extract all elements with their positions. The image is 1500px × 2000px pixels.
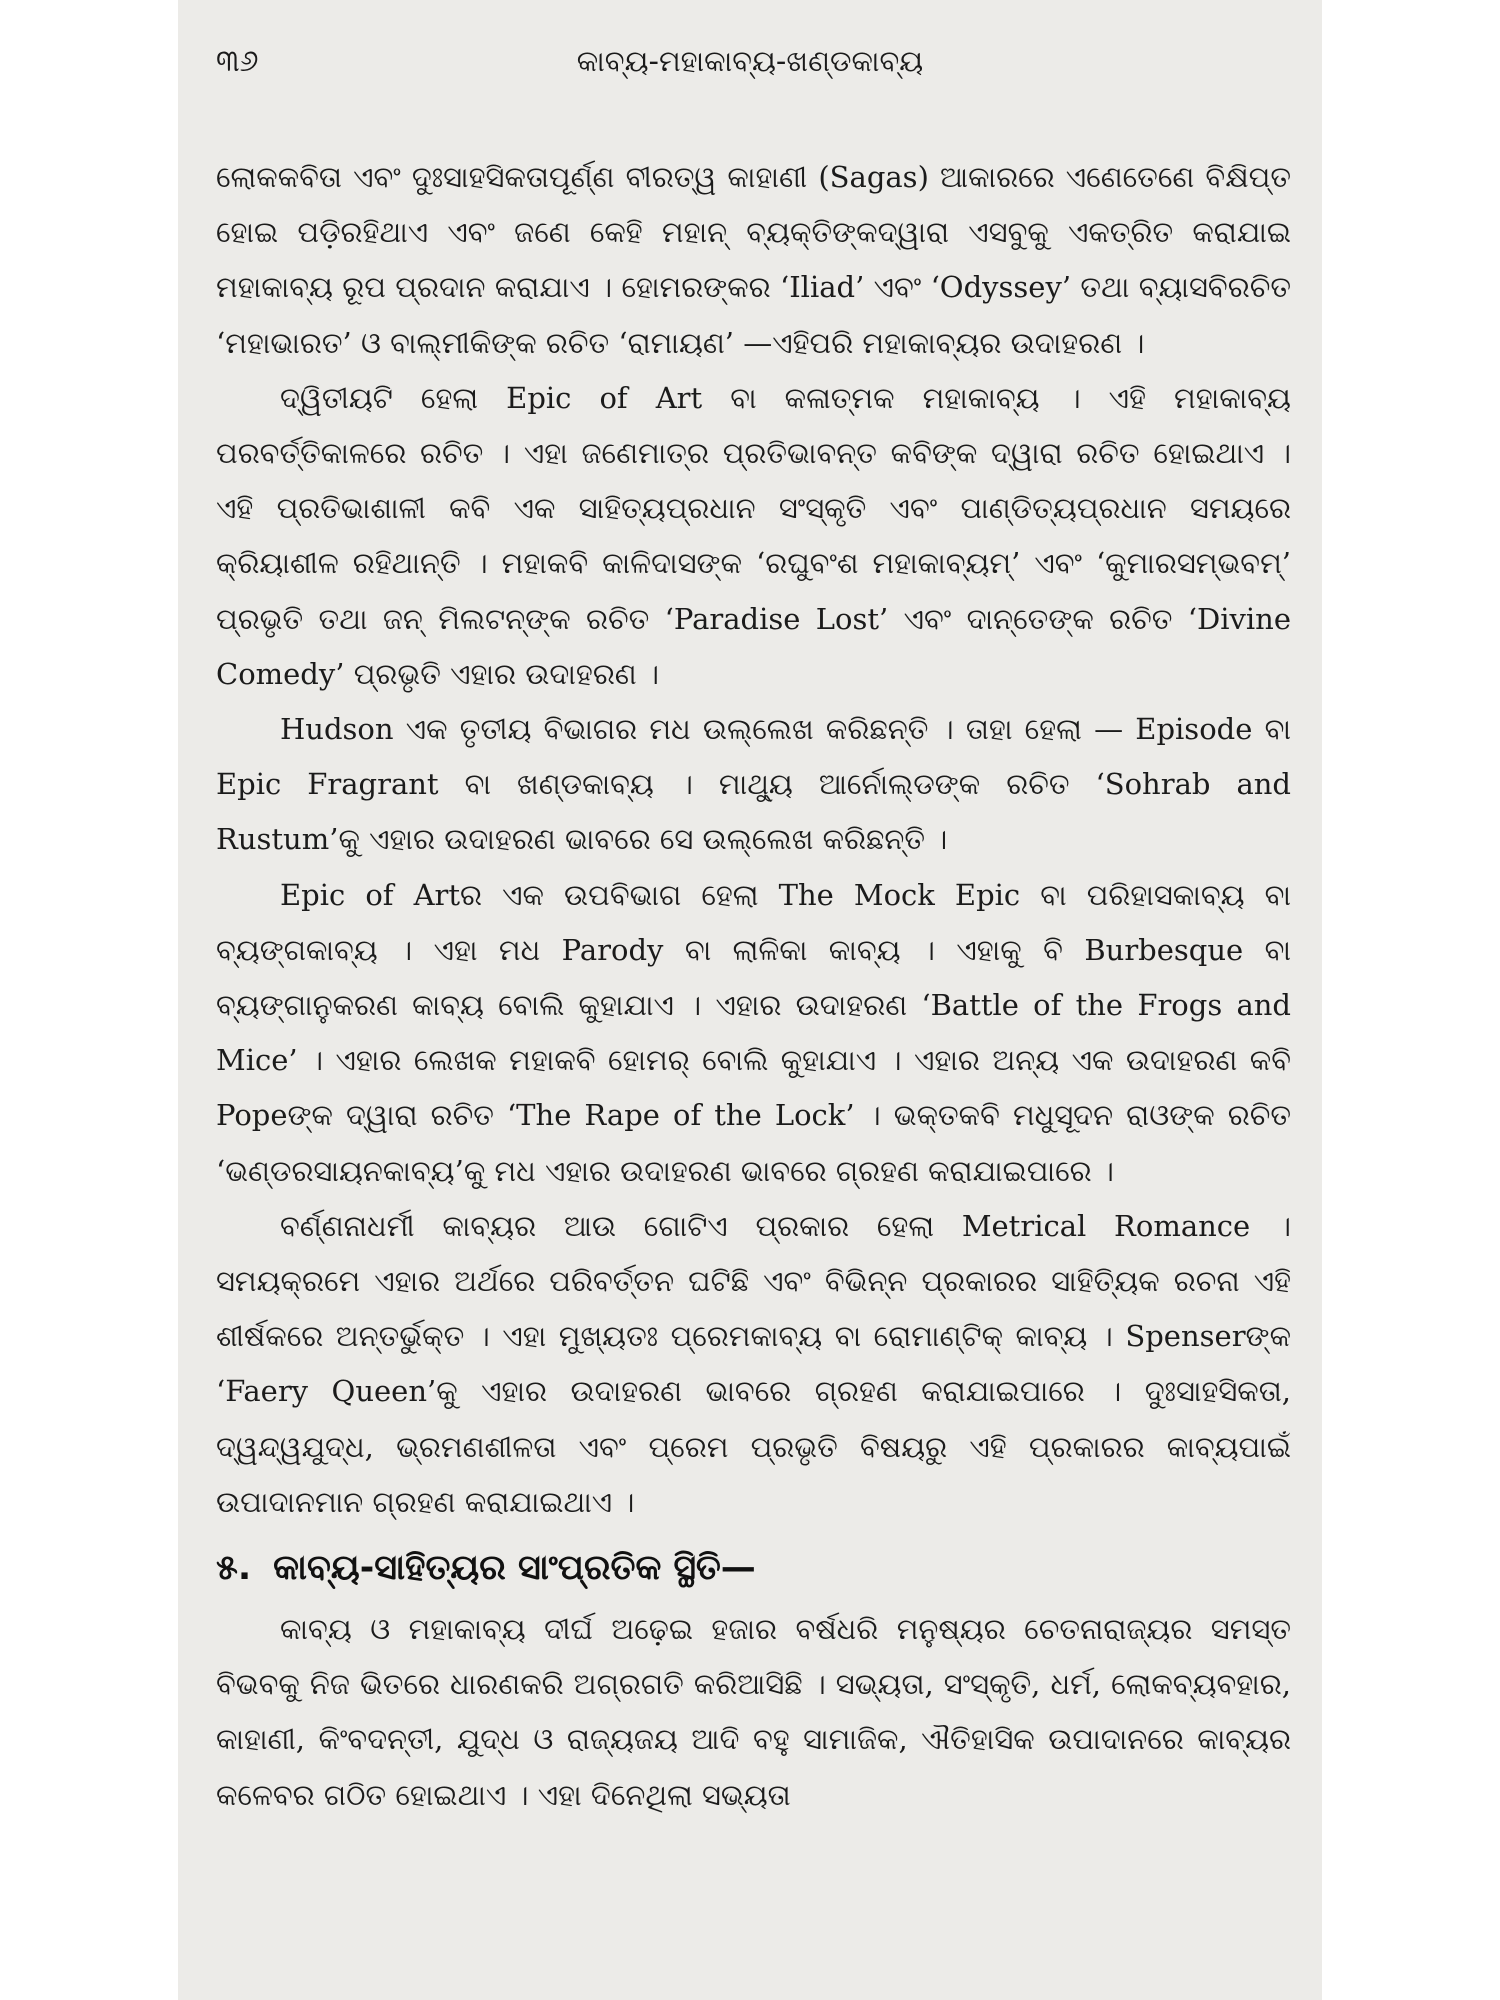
- section-heading: [216, 1538, 1291, 1598]
- section-number: ୫.: [216, 1548, 252, 1589]
- paragraph-1: ଲୋକକବିତା ଏବଂ ଦୁଃସାହସିକତାପୂର୍ଣ୍ଣ ବୀରତ୍ୱ କାହାଣୀ (Sagas) ଆକାରରେ ଏଣେତେଣେ ବିକ୍ଷିପ୍ତ ହୋଇ ପଡ଼ିରହିଥାଏ ଏବଂ ଜଣେ କେହି ମହାନ୍ ବ୍ୟକ୍ତିଙ୍କଦ୍ୱାରା ଏସବୁକୁ ଏକତ୍ରିତ କରାଯାଇ ମହାକାବ୍ୟ ରୂପ ପ୍ରଦାନ କରାଯାଏ । ହୋମରଙ୍କର ‘Iliad’ ଏବଂ ‘Odyssey’ ତଥା ବ୍ୟାସବିରଚିତ ‘ମହାଭାରତ’ ଓ ବାଲ୍ମୀକିଙ୍କ ରଚିତ ‘ରାମାୟଣ’ —ଏହିପରି ମହାକାବ୍ୟର ଉଦାହରଣ ।: [216, 160, 1291, 360]
- book-page: [178, 0, 1322, 2000]
- running-title: କାବ୍ୟ-ମହାକାବ୍ୟ-ଖଣ୍ଡକାବ୍ୟ: [576, 44, 924, 78]
- section-title: କାବ୍ୟ-ସାହିତ୍ୟର ସାଂପ୍ରତିକ ସ୍ଥିତି—: [273, 1548, 756, 1589]
- paragraph-5: ବର୍ଣ୍ଣନାଧର୍ମୀ କାବ୍ୟର ଆଉ ଗୋଟିଏ ପ୍ରକାର ହେଲା Metrical Romance । ସମୟକ୍ରମେ ଏହାର ଅର୍ଥରେ ପରିବର୍ତ୍ତନ ଘଟିଛି ଏବଂ ବିଭିନ୍ନ ପ୍ରକାରର ସାହିତ୍ୟିକ ରଚନା ଏହି ଶୀର୍ଷକରେ ଅନ୍ତର୍ଭୁକ୍ତ । ଏହା ମୁଖ୍ୟତଃ ପ୍ରେମକାବ୍ୟ ବା ରୋମାଣ୍ଟିକ୍ କାବ୍ୟ । Spenserଙ୍କ ‘Faery Queen’କୁ ଏହାର ଉଦାହରଣ ଭାବରେ ଗ୍ରହଣ କରାଯାଇପାରେ । ଦୁଃସାହସିକତା, ଦ୍ୱନ୍ଦ୍ୱଯୁଦ୍ଧ, ଭ୍ରମଣଶୀଳତା ଏବଂ ପ୍ରେମ ପ୍ରଭୃତି ବିଷୟରୁ ଏହି ପ୍ରକାରର କାବ୍ୟପାଇଁ ଉପାଦାନମାନ ଗ୍ରହଣ କରାଯାଇଥାଏ ।: [216, 1208, 1291, 1519]
- page-header: [178, 44, 1322, 94]
- page-number: ୩୬: [216, 44, 259, 79]
- paragraph-4: Epic of Artର ଏକ ଉପବିଭାଗ ହେଲା The Mock Epic ବା ପରିହାସକାବ୍ୟ ବା ବ୍ୟଙ୍ଗକାବ୍ୟ । ଏହା ମଧ Parody ବା ଲାଳିକା କାବ୍ୟ । ଏହାକୁ ବି Burbesque ବା ବ୍ୟଙ୍ଗାନୁକରଣ କାବ୍ୟ ବୋଲି କୁହାଯାଏ । ଏହାର ଉଦାହରଣ ‘Battle of the Frogs and Mice’ । ଏହାର ଲେଖକ ମହାକବି ହୋମର୍ ବୋଲି କୁହାଯାଏ । ଏହାର ଅନ୍ୟ ଏକ ଉଦାହରଣ କବି Popeଙ୍କ ଦ୍ୱାରା ରଚିତ ‘The Rape of the Lock’ । ଭକ୍ତକବି ମଧୁସୂଦନ ରାଓଙ୍କ ରଚିତ ‘ଭଣ୍ଡରସାୟନକାବ୍ୟ’କୁ ମଧ ଏହାର ଉଦାହରଣ ଭାବରେ ଗ୍ରହଣ କରାଯାଇପାରେ ।: [216, 877, 1291, 1188]
- paragraph-2: ଦ୍ୱିତୀୟଟି ହେଲା Epic of Art ବା କଳାତ୍ମକ ମହାକାବ୍ୟ । ଏହି ମହାକାବ୍ୟ ପରବର୍ତ୍ତିକାଳରେ ରଚିତ । ଏହା ଜଣେମାତ୍ର ପ୍ରତିଭାବନ୍ତ କବିଙ୍କ ଦ୍ୱାରା ରଚିତ ହୋଇଥାଏ । ଏହି ପ୍ରତିଭାଶାଳୀ କବି ଏକ ସାହିତ୍ୟପ୍ରଧାନ ସଂସ୍କୃତି ଏବଂ ପାଣ୍ଡିତ୍ୟପ୍ରଧାନ ସମୟରେ କ୍ରିୟାଶୀଳ ରହିଥାନ୍ତି । ମହାକବି କାଳିଦାସଙ୍କ ‘ରଘୁବଂଶ ମହାକାବ୍ୟମ୍’ ଏବଂ ‘କୁମାରସମ୍ଭବମ୍’ ପ୍ରଭୃତି ତଥା ଜନ୍ ମିଲଟନ୍‌ଙ୍କ ରଚିତ ‘Paradise Lost’ ଏବଂ ଦାନ୍ତେଙ୍କ ରଚିତ ‘Divine Comedy’ ପ୍ରଭୃତି ଏହାର ଉଦାହରଣ ।: [216, 380, 1291, 691]
- paragraph-6: କାବ୍ୟ ଓ ମହାକାବ୍ୟ ଦୀର୍ଘ ଅଢ଼େଇ ହଜାର ବର୍ଷଧରି ମନୁଷ୍ୟର ଚେତନାରାଜ୍ୟର ସମସ୍ତ ବିଭବକୁ ନିଜ ଭିତରେ ଧାରଣକରି ଅଗ୍ରଗତି କରିଆସିଛି । ସଭ୍ୟତା, ସଂସ୍କୃତି, ଧର୍ମ, ଲୋକବ୍ୟବହାର, କାହାଣୀ, କିଂବଦନ୍ତୀ, ଯୁଦ୍ଧ ଓ ରାଜ୍ୟଜୟ ଆଦି ବହୁ ସାମାଜିକ, ଐତିହାସିକ ଉପାଦାନରେ କାବ୍ୟର କଳେବର ଗଠିତ ହୋଇଥାଏ । ଏହା ଦିନେଥିଲା ସଭ୍ୟତା: [216, 1612, 1291, 1812]
- paragraph-3: Hudson ଏକ ତୃତୀୟ ବିଭାଗର ମଧ ଉଲ୍ଲେଖ କରିଛନ୍ତି । ତାହା ହେଲା — Episode ବା Epic Fragrant ବା ଖଣ୍ଡକାବ୍ୟ । ମାଥ୍ୟୁ ଆର୍ନୋଲ୍ଡଙ୍କ ରଚିତ ‘Sohrab and Rustum’କୁ ଏହାର ଉଦାହରଣ ଭାବରେ ସେ ଉଲ୍ଲେଖ କରିଛନ୍ତି ।: [216, 712, 1291, 857]
- page-body: [216, 150, 1291, 1823]
